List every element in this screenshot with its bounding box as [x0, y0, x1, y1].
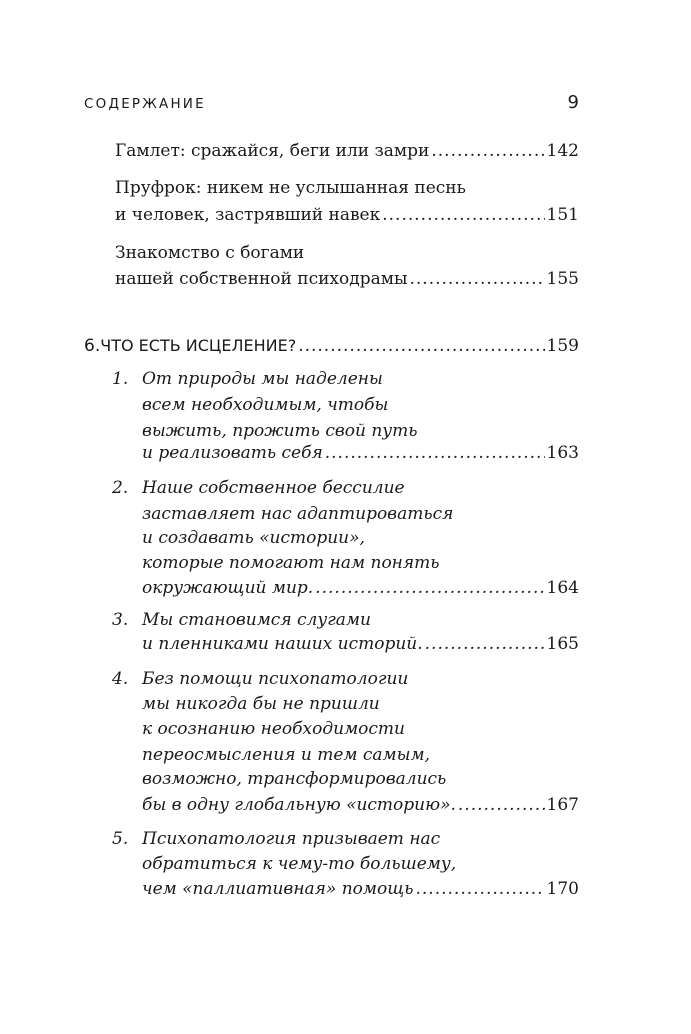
section-line[interactable] — [112, 366, 579, 393]
section-title: Без помощи психопатологии — [142, 669, 409, 689]
toc-entry[interactable] — [115, 138, 579, 165]
section-line[interactable] — [142, 501, 579, 528]
section-title: чем «паллиативная» помощь — [142, 879, 414, 899]
section-title: Наше собственное бессилие — [142, 478, 405, 498]
chapter-page: 159 — [546, 336, 579, 356]
section-page: 164 — [546, 578, 579, 598]
section-line[interactable] — [112, 475, 579, 502]
leader-dots — [315, 575, 544, 602]
toc-entry-title: нашей собственной психодрамы — [115, 269, 408, 289]
section-entry[interactable] — [142, 631, 579, 658]
toc-entry-title: Гамлет: сражайся, беги или замри — [115, 141, 430, 161]
toc-entry-title: и человек, застрявший навек — [115, 205, 381, 225]
leader-dots — [410, 266, 545, 293]
section-title: возможно, трансформировались — [142, 769, 447, 789]
toc-entry[interactable] — [115, 266, 579, 293]
toc-entry-line[interactable] — [115, 240, 579, 267]
page-header — [84, 92, 579, 113]
section-line[interactable] — [142, 766, 579, 793]
section-title: и пленниками наших историй. — [142, 634, 423, 654]
toc-entry-page: 155 — [546, 269, 579, 289]
leader-dots — [458, 792, 545, 819]
leader-dots — [431, 138, 544, 165]
section-title: Психопатология призывает нас — [142, 829, 441, 849]
section-title: бы в одну глобальную «историю». — [142, 795, 456, 815]
section-entry[interactable] — [142, 876, 579, 903]
section-line[interactable] — [142, 716, 579, 743]
section-title: всем необходимым, чтобы — [142, 395, 389, 415]
section-title: мы никогда бы не пришли — [142, 694, 380, 714]
section-title: которые помогают нам понять — [142, 553, 440, 573]
section-title: Мы становимся слугами — [142, 610, 371, 630]
leader-dots — [416, 876, 545, 903]
section-line[interactable] — [112, 666, 579, 693]
section-title: окружающий мир. — [142, 578, 314, 598]
section-line[interactable] — [142, 392, 579, 419]
section-entry[interactable] — [142, 575, 579, 602]
section-page: 163 — [546, 443, 579, 463]
section-title: и реализовать себя — [142, 443, 323, 463]
section-entry[interactable] — [142, 440, 579, 467]
section-title: переосмысления и тем самым, — [142, 745, 430, 765]
section-page: 165 — [546, 634, 579, 654]
leader-dots — [298, 333, 544, 360]
section-title: заставляет нас адаптироваться — [142, 504, 454, 524]
leader-dots — [425, 631, 545, 658]
section-number: 4. — [112, 669, 129, 689]
section-title: От природы мы наделены — [142, 369, 383, 389]
section-line[interactable] — [142, 550, 579, 577]
section-number: 2. — [112, 478, 129, 498]
section-entry[interactable] — [142, 792, 579, 819]
toc-entry-page: 142 — [546, 141, 579, 161]
section-title: и создавать «истории», — [142, 528, 365, 548]
toc-entry-title: Знакомство с богами — [115, 243, 305, 263]
page-number: 9 — [567, 92, 579, 113]
section-title: выжить, прожить свой путь — [142, 421, 418, 441]
toc-entry-page: 151 — [546, 205, 579, 225]
section-title: к осознанию необходимости — [142, 719, 406, 739]
section-line[interactable] — [142, 691, 579, 718]
section-line[interactable] — [142, 851, 579, 878]
section-line[interactable] — [142, 742, 579, 769]
chapter-title: ЧТО ЕСТЬ ИСЦЕЛЕНИЕ? — [100, 336, 297, 355]
section-line[interactable] — [142, 525, 579, 552]
section-number: 1. — [112, 369, 129, 389]
toc-entry-title: Пруфрок: никем не услышанная песнь — [115, 178, 466, 198]
section-line[interactable] — [112, 826, 579, 853]
section-page: 167 — [546, 795, 579, 815]
section-number: 5. — [112, 829, 129, 849]
leader-dots — [325, 440, 545, 467]
chapter-number: 6. — [84, 336, 101, 356]
section-title: обратиться к чему-то большему, — [142, 854, 457, 874]
leader-dots — [382, 202, 544, 229]
section-line[interactable] — [112, 607, 579, 634]
chapter-heading[interactable] — [84, 332, 579, 360]
section-number: 3. — [112, 610, 129, 630]
section-page: 170 — [546, 879, 579, 899]
toc-entry[interactable] — [115, 202, 579, 229]
toc-entry-line[interactable] — [115, 175, 579, 202]
running-title: СОДЕРЖАНИЕ — [84, 96, 206, 112]
